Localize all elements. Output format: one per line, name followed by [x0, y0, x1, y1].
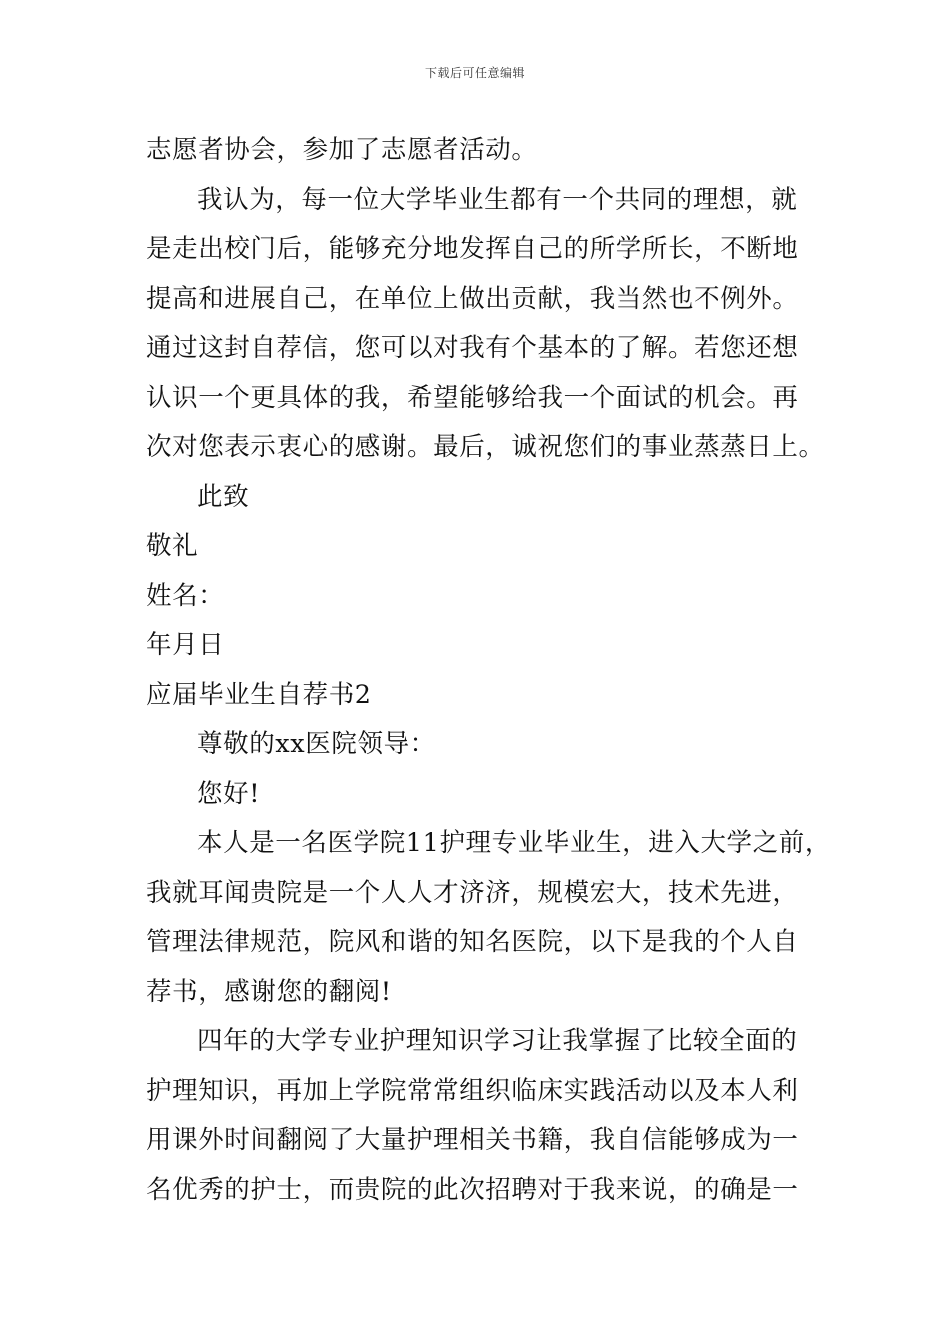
document-body: [146, 126, 831, 1215]
text-line: 是走出校门后，能够充分地发挥自己的所学所长，不断地: [146, 234, 799, 264]
text-line: 四年的大学专业护理知识学习让我掌握了比较全面的: [197, 1026, 798, 1056]
text-line: 志愿者协会，参加了志愿者活动。: [146, 135, 538, 165]
text-line: 我认为，每一位大学毕业生都有一个共同的理想，就: [197, 184, 798, 215]
section-title: 应届毕业生自荐书2: [146, 679, 372, 710]
text-line: 本人是一名医学院11护理专业毕业生，进入大学之前，: [197, 828, 831, 858]
text-line: 认识一个更具体的我，希望能够给我一个面试的机会。再: [146, 382, 799, 413]
letter-greeting: 尊敬的xx医院领导：: [197, 729, 436, 759]
text-line: 护理知识，再加上学院常常组织临床实践活动以及本人利: [146, 1075, 799, 1106]
text-line: 我就耳闻贵院是一个人人才济济，规模宏大，技术先进，: [146, 877, 799, 908]
page-header: 下载后可任意编辑: [424, 66, 525, 80]
text-line: 管理法律规范，院风和谐的知名医院，以下是我的个人自: [146, 927, 799, 957]
closing-salutation: 此致: [197, 481, 250, 512]
text-line: 名优秀的护士，而贵院的此次招聘对于我来说，的确是一: [146, 1174, 799, 1205]
letter-greeting-hello: 您好!: [197, 778, 261, 809]
text-line: 用课外时间翻阅了大量护理相关书籍，我自信能够成为一: [146, 1125, 799, 1155]
signature-name: 姓名：: [146, 580, 225, 611]
text-line: 提高和进展自己，在单位上做出贡献，我当然也不例外。: [146, 283, 799, 314]
text-line: 通过这封自荐信，您可以对我有个基本的了解。若您还想: [146, 333, 799, 363]
text-line: 荐书，感谢您的翻阅!: [146, 976, 392, 1007]
closing-regards: 敬礼: [146, 531, 199, 561]
text-line: 次对您表示衷心的感谢。最后，诚祝您们的事业蒸蒸日上。: [146, 432, 825, 462]
signature-date: 年月日: [146, 630, 225, 660]
